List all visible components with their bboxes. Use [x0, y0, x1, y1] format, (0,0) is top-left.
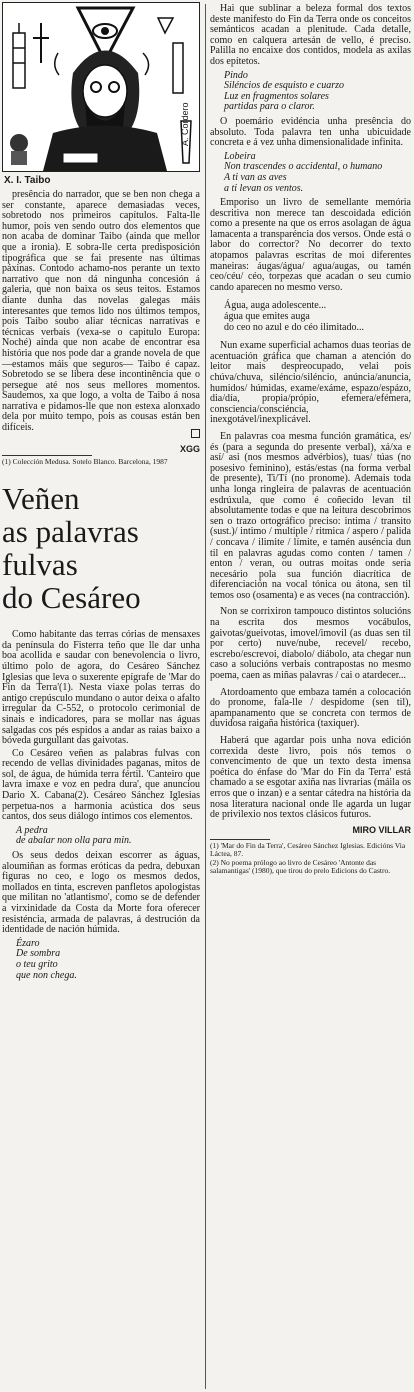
verse-line: Siléncios de esquisto e cuarzo	[224, 80, 344, 92]
article-paragraph: Os seus dedos deixan escorrer as águas, aloumiñan as formas eróticas da pedra, debuxan figuras no ceo, e logo os mesmos dedos, mollados en tinta, escreven panfletos apologistas que militan no 'atlantismo', como se de defender a virxinidade da Costa da Morte fora oferecer resisténcia, armada de palavras, á destrución da identidade de nación húmida.	[2, 850, 200, 936]
verse-line: partidas para o claror.	[224, 101, 315, 113]
photo-caption: X. I. Taibo	[4, 175, 51, 186]
article-signature: MIRO VILLAR	[352, 824, 411, 835]
verse-line: água que emites auga	[224, 311, 310, 323]
verse-line: a ti levan os ventos.	[224, 182, 304, 194]
verse-line: Lobeira	[224, 150, 256, 162]
verse-quote	[16, 826, 200, 847]
footnote-rule	[2, 455, 92, 456]
end-mark-icon	[191, 429, 200, 438]
verse-line: Non trascendes o accidental, o humano	[224, 161, 383, 173]
article-footnote: (1) 'Mar do Fin da Terra', Cesáreo Sánchez Iglesias. Edicións Via Láctea, 87.	[210, 840, 406, 859]
verse-line: Pindo	[224, 69, 248, 81]
headline-line: fulvas	[2, 547, 78, 583]
review-footnote: (1) Colección Medusa. Sotelo Blanco. Barcelona, 1987	[2, 456, 168, 466]
footnote-rule	[210, 839, 270, 840]
review-paragraph: presência do narrador, que se ben non chega a ser constante, aparece demasiadas veces, sobretodo nos primeiros capítulos. Falta-lle humor, pois ven sendo outro dos elementos que non acaba de dominar Taibo (ainda que mellor que a ironia). E sobra-lle certa predisposición tipográfica que se fai presente nas últimas páxinas. Contodo achamo-nos perante un texto narrativo que non dá ningunha concesión á galeria, que non baixa os seus teitos. Estamos diante dunha das novelas galegas máis interesantes que temos lido nos últimos tempos, pois Taibo soubo aliar técnicas narrativas e técnicas verbais (vexa-se o capitulo Europa: Noché) ainda que non acabe de encontrar esa história que nos pode dar a grande novela de que —estamos máis que seguros— Taibo é capaz. Sobretodo se se libera dese incontinência que o persegue até nos seus mellores momentos. Saudemos, xa que logo, a volta de Taibo á nosa narrativa e pidamos-lle que non estexa alonxado dela por muito tempo, pois as cousas están ben difíceis.	[2, 189, 200, 434]
column-rule	[205, 4, 206, 1389]
article-paragraph: Non se corrixiron tampouco distintos solucións na escrita dos mesmos vocábulos, gaivotas/gueivotas, imovel/imovil (as duas sen til por certo) nuve/nube, recevel/ recebo, escrebo/escrevoi, diabolo/ diábolo, ata chegar nun caso a solucións verbais contrapostas no mesmo poema, caen as miñas palavras / cai o atardecer...	[210, 606, 411, 682]
article-paragraph: Atordoamento que embaza tamén a colocación do pronome, fala-lle / despidome (sen til), apampanamento que se concreta con termos de duvidosa raigaña histórica (taxiquer).	[210, 686, 411, 730]
verse-line: A ti van as aves	[224, 171, 287, 183]
article-headline	[2, 482, 200, 614]
verse-line: o teu grito	[16, 958, 58, 970]
verse-line: Água, auga adolescente...	[224, 300, 327, 312]
photo-caption-row	[2, 102, 200, 190]
verse-quote	[224, 71, 411, 113]
article-paragraph: Nun exame superficial achamos duas teorias de acentuación gráfica que chaman a atención do leitor mais despreocupado, velai pois chúva/chuva, siléncio/siléncio, anúncia/anuncia, humidos/ húmidas, exame/exáme, espazo/espázo, dia/día, propia/própio, efemera/efémera, consciencia/consciéncia, inexgotável/inexplicável.	[210, 340, 411, 426]
verse-line: A pedra	[16, 824, 48, 836]
article-paragraph: En palavras coa mesma función gramática, es/és (para a segunda do presente verbal), xá/xa e así/ asi (nos mesmos advérbios), tuas/ túas (no posesivo feminino), estás/estas (na forma verbal de presente), Ti/Tí (no pronome). Ademais toda unha longa ringleira de palavras de acentuación esdrúxula, que como é coñecido levan til absolutamente todas e que na leitura descobrimos sen o trazo ortográfico preciso: intima / transito (sust.)/ intimo / multiple / ritmica / aspero / palida / concava / ilimite / límite, e tamén auséncia dun til en palavras agudas como conten / tamen / enton / veran, ou outras moitas onde seria necesário pola sua función diacrítica de diferenciación na vocal tónica ou átona, sen til temos oso (osamenta) e as veces (na contracción).	[210, 430, 411, 601]
headline-line: do Cesáreo	[2, 580, 141, 616]
left-column	[2, 0, 200, 985]
author-illustration	[2, 2, 200, 172]
headline-line: Veñen	[2, 481, 80, 517]
right-column	[210, 0, 411, 876]
verse-quote	[16, 939, 200, 981]
verse-line: Luz en fragmentos solares	[224, 90, 329, 102]
article-paragraph: Haberá que agardar pois unha nova edición correxida deste livro, pois nós temos o convencimento de que un texto desta imensa poética do énfase do 'Mar do Fin da Terra' está chamado a se esgotar axiña nas livrarias (máila os erros que o inzan) e a sentar cátedra na história da nosa literatura nacional onde lle agarda un lugar de privilexio nos textos clásicos futuros.	[210, 735, 411, 821]
article-paragraph: O poemário evidéncia unha presência do absoluto. Toda palavra ten unha ubicuidade concreta e á vez unha dimensionalidade infinita.	[210, 115, 411, 149]
verse-quote	[224, 301, 411, 333]
verse-line: de abalar non olla para min.	[16, 835, 132, 847]
portrait-drawing	[3, 3, 200, 171]
article-paragraph: Emporiso un livro de semellante memória descritiva non merece tan descoidada edición como a presente na que os erros asolagan de água lamacenta a transparéncia dos versos. Onde está o labor do corrector? No decorrer do texto atopamos palavras escritas de moi diferentes maneiras: áugas/água/ agua/augas, ou tamén ceo/céu/ céo, torpezas que acadan o seu cumio cando aparecen no mesmo verso.	[210, 197, 411, 293]
review-byline: XGG	[179, 443, 200, 454]
headline-line: as palavras	[2, 514, 139, 550]
article-paragraph: Hai que sublinar a beleza formal dos textos deste manifesto do Fin da Terra onde os conceitos semánticos acadan a plenitude. Cada detalle, como en calquera artesán de vello, é preciso. Palilla no encaixe dos contidos, modela as axilas dos epítetos.	[210, 3, 411, 67]
article-paragraph: Co Cesáreo veñen as palabras fulvas con recendo de vellas divinidades paganas, mitos de sol, de água, de húmida terra fértil. 'Canteiro que lavra imaxe e voz en pedra dura', que anunciou Dario X. Cabana(2). Cesáreo Sánchez Iglesias perpetua-nos a harmonia acústica dos seus cantos, dos seus diálogo íntimos cos elementos.	[2, 747, 200, 823]
article-footnote: (2) No poema prólogo ao livro de Cesáreo 'Antonte das salamantigas' (1980), que tirou do prelo Edicions do Castro.	[210, 857, 391, 876]
verse-line: De sombra	[16, 948, 61, 960]
verse-quote	[224, 152, 411, 194]
verse-line: que non chega.	[16, 969, 77, 981]
verse-line: Ézaro	[16, 937, 40, 949]
photo-credit: A. Cordero	[180, 102, 190, 146]
article-paragraph: Como habitante das terras córias de mensaxes da península do Fisterra teño que lle dar unha boa acollida e saudar con benevolencia o livro, último polo de agora, do Cesáreo Sánchez Iglesias que leva o suxerente epígrafe de 'Mar do Fin da Terra'(1). Nesta viaxe polas terras do antigo crepúsculo mundano o autor deixa o afalto irregular da C-552, o protocolo cerimonial de sinais e indicadores, para se mollar nas águas salgadas cos pés espidos a andar as raias baixo a bóveda gurgullant das gaivotas.	[2, 629, 200, 747]
verse-line: do ceo no azul e do céo ilimitado...	[224, 321, 364, 333]
